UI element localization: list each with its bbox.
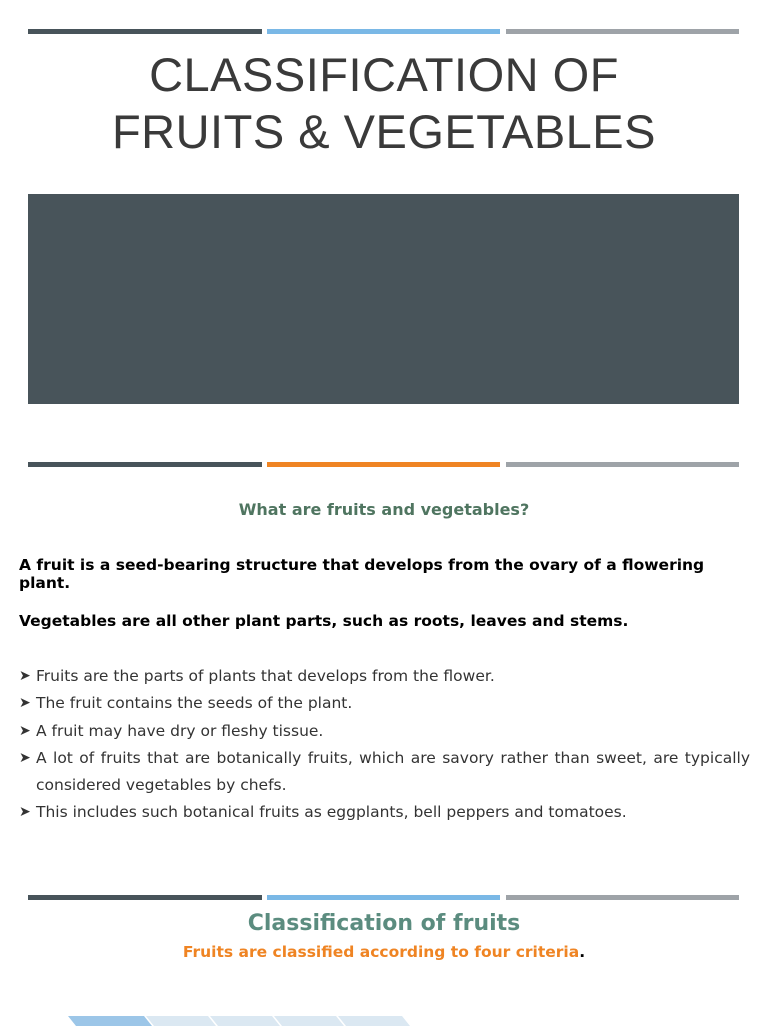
arrow-bullet-icon: ➤ <box>19 749 31 766</box>
criteria-tab <box>210 1016 280 1026</box>
arrow-bullet-icon: ➤ <box>19 722 31 739</box>
criteria-period: . <box>579 943 586 961</box>
title-line-2: FRUITS & VEGETABLES <box>111 105 657 158</box>
criteria-tab <box>146 1016 216 1026</box>
intro-question: What are fruits and vegetables? <box>238 500 530 519</box>
title-line-1: CLASSIFICATION OF <box>149 48 619 101</box>
arrow-bullet-icon: ➤ <box>19 804 31 821</box>
lower-bar-gray <box>506 895 739 900</box>
top-bar-blue <box>267 29 500 34</box>
vegetable-definition: Vegetables are all other plant parts, such as roots, leaves and stems. <box>19 612 629 630</box>
arrow-bullet-icon: ➤ <box>19 668 31 684</box>
criteria-tab <box>68 1016 152 1026</box>
section-subtitle <box>0 943 768 961</box>
page-title <box>0 46 768 160</box>
fruit-definition: A fruit is a seed-bearing structure that develops from the ovary of a flowering plant. <box>19 556 705 592</box>
fruit-facts-list <box>19 663 750 827</box>
lower-bar-dark <box>28 895 262 900</box>
list-item: ➤ A fruit may have dry or fleshy tissue. <box>19 718 750 745</box>
mid-bar-dark <box>28 462 262 467</box>
list-item: ➤ Fruits are the parts of plants that develops from the flower. <box>19 663 750 690</box>
list-item: ➤ This includes such botanical fruits as eggplants, bell peppers and tomatoes. <box>19 799 750 826</box>
arrow-bullet-icon: ➤ <box>19 695 31 712</box>
section-title: Classification of fruits <box>247 911 521 936</box>
criteria-text: Fruits are classified according to four criteria <box>182 943 580 961</box>
mid-bar-gray <box>506 462 739 467</box>
top-bar-dark <box>28 29 262 34</box>
lower-bar-blue <box>267 895 500 900</box>
list-item: ➤ The fruit contains the seeds of the plant. <box>19 690 750 717</box>
criteria-tab <box>338 1016 410 1026</box>
dark-banner-panel <box>28 194 739 404</box>
list-item: ➤ A lot of fruits that are botanically fruits, which are savory rather than sweet, are typically considered vegetables by chefs. <box>19 745 750 800</box>
criteria-tab <box>274 1016 344 1026</box>
top-bar-gray <box>506 29 739 34</box>
mid-bar-orange <box>267 462 500 467</box>
